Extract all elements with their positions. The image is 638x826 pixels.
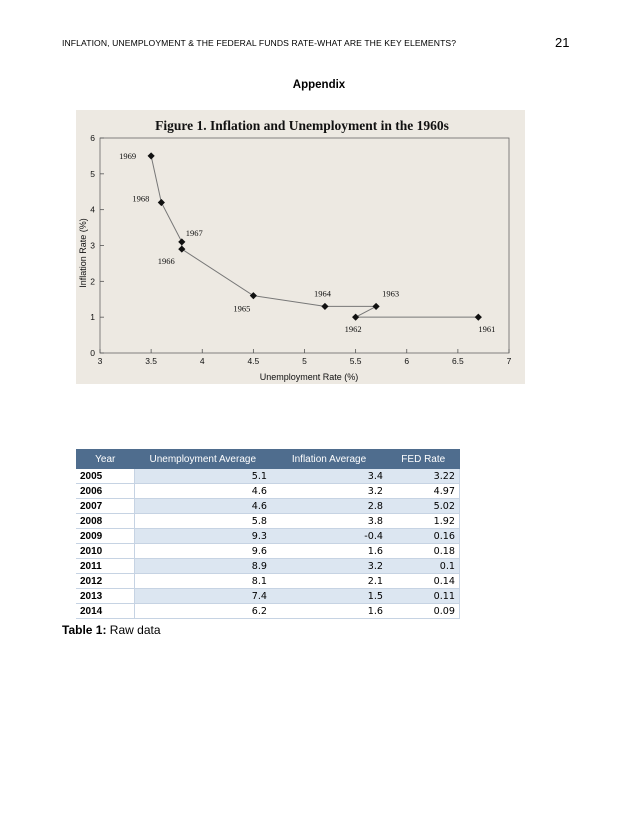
column-header: Year — [76, 449, 135, 469]
value-cell: 0.09 — [387, 604, 460, 619]
data-label-1966: 1966 — [157, 256, 175, 267]
plot-area — [100, 138, 509, 353]
value-cell: 3.2 — [271, 484, 387, 499]
phillips-curve-chart — [76, 110, 525, 384]
y-tick-label: 5 — [90, 168, 95, 179]
figure-1 — [76, 110, 525, 384]
x-tick-label: 5.5 — [349, 356, 362, 366]
data-point-1966 — [178, 245, 185, 252]
value-cell: 1.92 — [387, 514, 460, 529]
section-title: Appendix — [292, 79, 346, 91]
y-tick-label: 1 — [90, 312, 95, 323]
table-row — [76, 529, 460, 544]
table-row — [76, 484, 460, 499]
chart-title: Figure 1. Inflation and Unemployment in the 1960s — [155, 118, 449, 133]
year-cell: 2012 — [76, 574, 135, 589]
y-axis-label: Inflation Rate (%) — [78, 218, 88, 288]
value-cell: 9.3 — [135, 529, 272, 544]
value-cell: 0.18 — [387, 544, 460, 559]
data-point-1961 — [475, 314, 482, 321]
value-cell: 1.6 — [271, 544, 387, 559]
data-label-1964: 1964 — [313, 288, 331, 299]
year-cell: 2005 — [76, 469, 135, 484]
caption-label: Table 1: — [62, 623, 107, 637]
year-cell: 2009 — [76, 529, 135, 544]
year-cell: 2008 — [76, 514, 135, 529]
value-cell: 4.97 — [387, 484, 460, 499]
y-tick-label: 3 — [90, 240, 95, 251]
value-cell: 2.1 — [271, 574, 387, 589]
year-cell: 2006 — [76, 484, 135, 499]
year-cell: 2013 — [76, 589, 135, 604]
page-number: 21 — [555, 35, 570, 50]
table-header-row — [76, 449, 460, 469]
column-header: Unemployment Average — [135, 449, 272, 469]
y-tick-label: 4 — [90, 204, 95, 215]
value-cell: 3.8 — [271, 514, 387, 529]
data-label-1967: 1967 — [185, 227, 203, 238]
table-row — [76, 574, 460, 589]
table-row — [76, 544, 460, 559]
value-cell: 0.1 — [387, 559, 460, 574]
x-tick-label: 4.5 — [247, 356, 260, 366]
value-cell: 7.4 — [135, 589, 272, 604]
y-tick-label: 2 — [90, 276, 95, 287]
x-tick-label: 6.5 — [451, 356, 464, 366]
data-point-1965 — [250, 292, 257, 299]
data-point-1969 — [148, 152, 155, 159]
data-point-1968 — [158, 199, 165, 206]
value-cell: 0.11 — [387, 589, 460, 604]
table-row — [76, 514, 460, 529]
x-tick-label: 7 — [506, 356, 512, 366]
y-tick-label: 0 — [90, 348, 95, 358]
year-cell: 2007 — [76, 499, 135, 514]
data-label-1962: 1962 — [344, 324, 362, 335]
value-cell: 0.14 — [387, 574, 460, 589]
data-point-1967 — [178, 238, 185, 245]
value-cell: 5.1 — [135, 469, 272, 484]
year-cell: 2011 — [76, 559, 135, 574]
x-tick-label: 5 — [302, 356, 307, 366]
year-cell: 2014 — [76, 604, 135, 619]
value-cell: -0.4 — [271, 529, 387, 544]
caption-text: Raw data — [106, 623, 161, 637]
data-label-1965: 1965 — [233, 303, 251, 314]
table-row — [76, 604, 460, 619]
column-header: FED Rate — [387, 449, 460, 469]
raw-data-table — [76, 449, 460, 619]
x-tick-label: 3.5 — [145, 356, 158, 366]
value-cell: 8.9 — [135, 559, 272, 574]
table-caption — [62, 623, 161, 637]
data-label-1961: 1961 — [478, 324, 496, 335]
value-cell: 1.6 — [271, 604, 387, 619]
year-cell: 2010 — [76, 544, 135, 559]
x-tick-label: 3 — [97, 356, 103, 366]
value-cell: 0.16 — [387, 529, 460, 544]
data-point-1963 — [372, 303, 379, 310]
data-point-1964 — [321, 303, 328, 310]
value-cell: 5.8 — [135, 514, 272, 529]
value-cell: 1.5 — [271, 589, 387, 604]
x-tick-label: 4 — [199, 356, 205, 366]
value-cell: 2.8 — [271, 499, 387, 514]
table-row — [76, 559, 460, 574]
running-head: INFLATION, UNEMPLOYMENT & THE FEDERAL FUNDS RATE-WHAT ARE THE KEY ELEMENTS? — [62, 38, 457, 48]
data-label-1968: 1968 — [132, 193, 150, 204]
table-row — [76, 469, 460, 484]
x-axis-label: Unemployment Rate (%) — [259, 372, 359, 382]
value-cell: 5.02 — [387, 499, 460, 514]
value-cell: 3.2 — [271, 559, 387, 574]
y-tick-label: 6 — [90, 133, 95, 143]
data-point-1962 — [352, 314, 359, 321]
value-cell: 4.6 — [135, 499, 272, 514]
table-row — [76, 499, 460, 514]
data-label-1969: 1969 — [119, 150, 137, 161]
x-tick-label: 6 — [404, 356, 410, 366]
value-cell: 8.1 — [135, 574, 272, 589]
data-label-1963: 1963 — [382, 288, 400, 299]
table-row — [76, 589, 460, 604]
value-cell: 9.6 — [135, 544, 272, 559]
value-cell: 4.6 — [135, 484, 272, 499]
value-cell: 3.22 — [387, 469, 460, 484]
column-header: Inflation Average — [271, 449, 387, 469]
value-cell: 3.4 — [271, 469, 387, 484]
value-cell: 6.2 — [135, 604, 272, 619]
